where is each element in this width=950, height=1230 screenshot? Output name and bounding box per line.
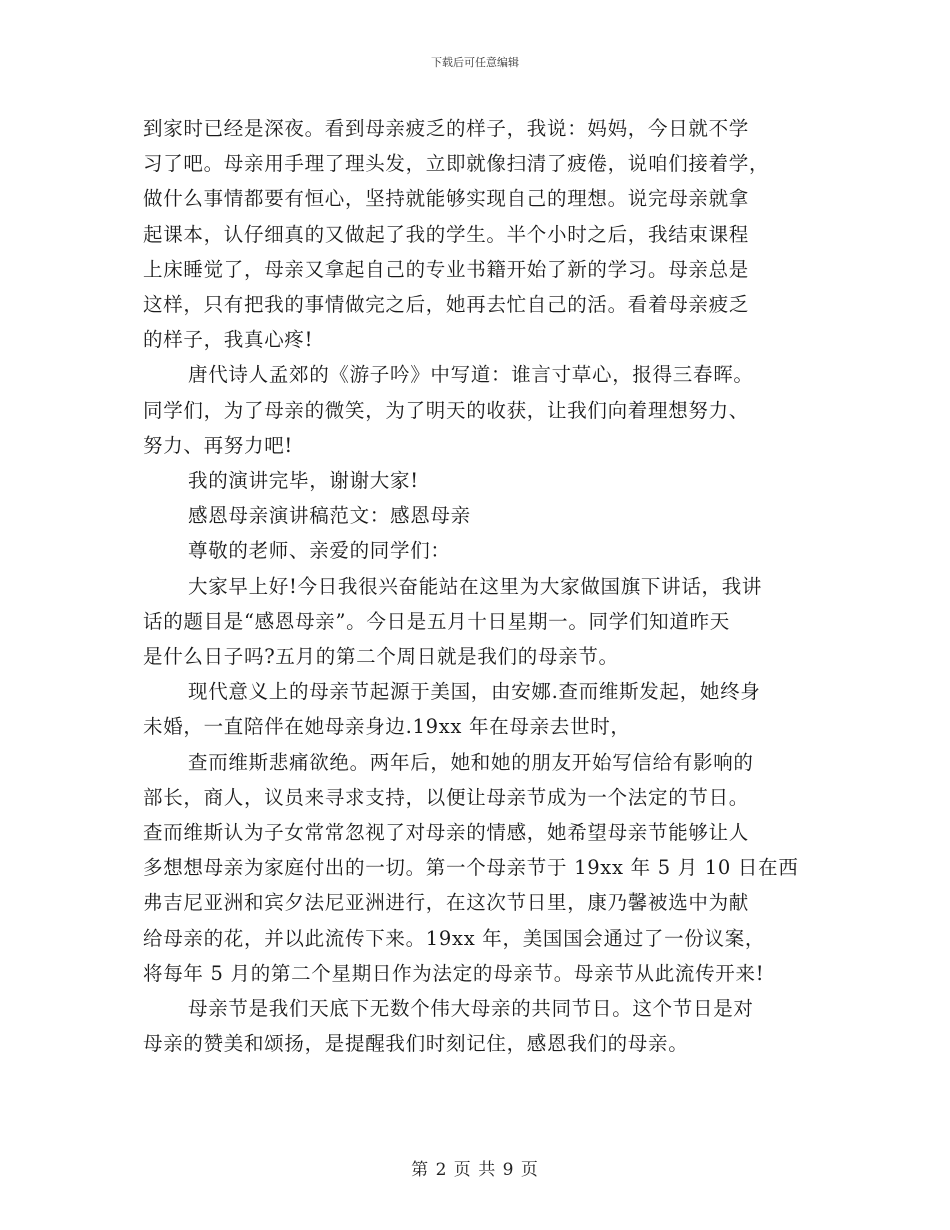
text-line: 现代意义上的母亲节起源于美国，由安娜.查而维斯发起，她终身 xyxy=(188,680,761,704)
text-line: 将每年 5 月的第二个星期日作为法定的母亲节。母亲节从此流传开来! xyxy=(143,961,765,985)
text-line: 是什么日子吗?五月的第二个周日就是我们的母亲节。 xyxy=(143,645,619,669)
text-line: 尊敬的老师、亲爱的同学们： xyxy=(188,539,451,563)
text-line: 上床睡觉了，母亲又拿起自己的专业书籍开始了新的学习。母亲总是 xyxy=(143,257,750,281)
text-line: 多想想母亲为家庭付出的一切。第一个母亲节于 19xx 年 5 月 10 日在西 xyxy=(143,856,799,880)
text-line: 的样子，我真心疼! xyxy=(143,328,314,352)
text-line: 做什么事情都要有恒心，坚持就能够实现自己的理想。说完母亲就拿 xyxy=(143,187,750,211)
text-line: 习了吧。母亲用手理了理头发，立即就像扫清了疲倦，说咱们接着学， xyxy=(143,152,770,176)
text-line: 母亲节是我们天底下无数个伟大母亲的共同节日。这个节日是对 xyxy=(188,997,754,1021)
text-line: 起课本，认仔细真的又做起了我的学生。半个小时之后，我结束课程 xyxy=(143,222,750,246)
text-line: 查而维斯认为子女常常忽视了对母亲的情感，她希望母亲节能够让人 xyxy=(143,821,750,845)
text-line: 我的演讲完毕，谢谢大家! xyxy=(188,469,419,493)
text-line: 话的题目是“感恩母亲”。今日是五月十日星期一。同学们知道昨天 xyxy=(143,609,730,633)
text-line: 弗吉尼亚洲和宾夕法尼亚洲进行，在这次节日里，康乃馨被选中为献 xyxy=(143,891,750,915)
text-line: 母亲的赞美和颂扬，是提醒我们时刻记住，感恩我们的母亲。 xyxy=(143,1032,689,1056)
text-line: 同学们，为了母亲的微笑，为了明天的收获，让我们向着理想努力、 xyxy=(143,398,750,422)
document-body xyxy=(143,111,811,1061)
text-line: 唐代诗人孟郊的《游子吟》中写道：谁言寸草心，报得三春晖。 xyxy=(188,363,754,387)
text-line: 未婚，一直陪伴在她母亲身边.19xx 年在母亲去世时， xyxy=(143,715,631,739)
text-line: 努力、再努力吧! xyxy=(143,433,293,457)
text-line: 部长，商人，议员来寻求支持，以便让母亲节成为一个法定的节日。 xyxy=(143,785,750,809)
text-line: 大家早上好!今日我很兴奋能站在这里为大家做国旗下讲话，我讲 xyxy=(188,574,763,598)
page-footer: 第 2 页 共 9 页 xyxy=(411,1160,539,1180)
text-line: 到家时已经是深夜。看到母亲疲乏的样子，我说：妈妈，今日就不学 xyxy=(143,117,750,140)
text-line: 查而维斯悲痛欲绝。两年后，她和她的朋友开始写信给有影响的 xyxy=(188,750,754,774)
text-line: 这样，只有把我的事情做完之后，她再去忙自己的活。看着母亲疲乏 xyxy=(143,293,750,317)
text-line: 感恩母亲演讲稿范文：感恩母亲 xyxy=(188,504,471,528)
page-header-note: 下载后可任意编辑 xyxy=(431,56,519,69)
text-line: 给母亲的花，并以此流传下来。19xx 年，美国国会通过了一份议案， xyxy=(143,926,766,950)
